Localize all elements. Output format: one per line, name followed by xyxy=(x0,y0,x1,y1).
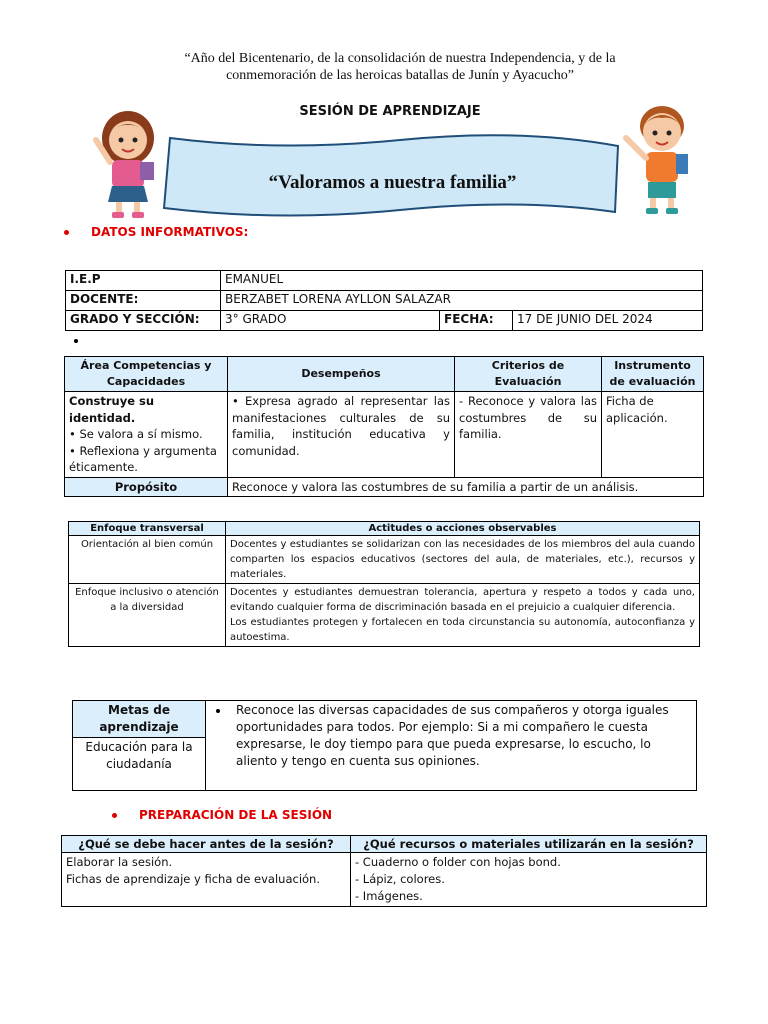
bullet-icon xyxy=(112,813,117,818)
area-cell xyxy=(65,392,228,478)
bullet-icon xyxy=(74,339,78,343)
antes-item: Fichas de aprendizaje y ficha de evaluación. xyxy=(66,872,321,886)
header-antes: ¿Qué se debe hacer antes de la sesión? xyxy=(62,836,351,853)
actitud-cell: Docentes y estudiantes se solidarizan con las necesidades de los miembros del aula cuando comparten los espacios educativos (sectores del aula, de materiales, etc.), recursos y materiales. xyxy=(226,536,700,584)
area-line: • Se valora a sí mismo. xyxy=(69,427,203,441)
header-recursos: ¿Qué recursos o materiales utilizarán en la sesión? xyxy=(351,836,707,853)
bullet-icon xyxy=(64,230,69,235)
docente-label: DOCENTE: xyxy=(66,291,221,311)
datos-heading xyxy=(64,225,248,239)
bullet-icon xyxy=(216,709,220,713)
header-actitudes: Actitudes o acciones observables xyxy=(226,522,700,536)
iep-value: EMANUEL xyxy=(221,271,703,291)
fecha-label: FECHA: xyxy=(440,311,513,331)
preparacion-table xyxy=(61,835,707,907)
preparacion-heading xyxy=(112,808,332,822)
session-title: SESIÓN DE APRENDIZAJE xyxy=(299,104,481,119)
metas-header: Metas de aprendizaje xyxy=(73,701,206,738)
metas-area: Educación para la ciudadanía xyxy=(73,738,206,791)
recursos-cell xyxy=(351,853,707,907)
recurso-item: - Lápiz, colores. xyxy=(355,872,445,886)
motto-line-1: “Año del Bicentenario, de la consolidación de nuestra Independencia, y de la xyxy=(184,51,616,66)
actitud-cell xyxy=(226,584,700,647)
datos-heading-label: DATOS INFORMATIVOS: xyxy=(91,225,249,239)
criterio-cell: - Reconoce y valora las costumbres de su familia. xyxy=(455,392,602,478)
boy-illustration xyxy=(620,96,700,220)
enfoques-table xyxy=(68,521,700,647)
girl-illustration xyxy=(88,100,168,220)
desempeno-cell: • Expresa agrado al representar las manifestaciones culturales de su familia, institución educativa y comunidad. xyxy=(228,392,455,478)
antes-cell xyxy=(62,853,351,907)
proposito-label: Propósito xyxy=(65,477,228,497)
enfoque-cell: Enfoque inclusivo o atención a la diversidad xyxy=(69,584,226,647)
header-instrumento: Instrumento de evaluación xyxy=(602,357,704,392)
proposito-value: Reconoce y valora las costumbres de su familia a partir de un análisis. xyxy=(228,477,704,497)
docente-value: BERZABET LORENA AYLLON SALAZAR xyxy=(221,291,703,311)
area-title: Construye su identidad. xyxy=(69,394,155,425)
header-area: Área Competencias y Capacidades xyxy=(65,357,228,392)
motto xyxy=(120,50,680,84)
area-line: • Reflexiona y argumenta éticamente. xyxy=(69,443,217,474)
fecha-value: 17 DE JUNIO DEL 2024 xyxy=(513,311,703,331)
actitud-text: Docentes y estudiantes demuestran tolerancia, apertura y respeto a todos y cada uno, evitando cualquier forma de discriminación basada en el prejuicio a cualquier diferencia. xyxy=(230,587,695,613)
enfoque-cell: Orientación al bien común xyxy=(69,536,226,584)
metas-text-cell xyxy=(206,701,697,791)
metas-table xyxy=(72,700,697,791)
preparacion-heading-label: PREPARACIÓN DE LA SESIÓN xyxy=(139,808,333,822)
instrumento-cell: Ficha de aplicación. xyxy=(602,392,704,478)
banner-title: “Valoramos a nuestra familia” xyxy=(268,172,517,193)
recurso-item: - Imágenes. xyxy=(355,889,423,903)
header-criterios: Criterios de Evaluación xyxy=(455,357,602,392)
grado-value: 3° GRADO xyxy=(221,311,440,331)
competencias-table xyxy=(64,356,704,497)
metas-text: Reconoce las diversas capacidades de sus compañeros y otorga iguales oportunidades para todos. Por ejemplo: Si a mi compañero le cuesta expresarse, le doy tiempo para que pueda expresarse, lo escucho, lo aliento y tengo en cuenta sus opiniones. xyxy=(236,703,669,768)
actitud-text: Los estudiantes protegen y fortalecen en toda circunstancia su autonomía, autoconfianza y autoestima. xyxy=(230,617,695,643)
antes-item: Elaborar la sesión. xyxy=(66,855,173,869)
header-enfoque: Enfoque transversal xyxy=(69,522,226,536)
header-desempenos: Desempeños xyxy=(228,357,455,392)
recurso-item: - Cuaderno o folder con hojas bond. xyxy=(355,855,561,869)
grado-label: GRADO Y SECCIÓN: xyxy=(66,311,221,331)
iep-label: I.E.P xyxy=(66,271,221,291)
motto-line-2: conmemoración de las heroicas batallas de Junín y Ayacucho” xyxy=(226,68,574,83)
datos-table xyxy=(65,270,703,331)
